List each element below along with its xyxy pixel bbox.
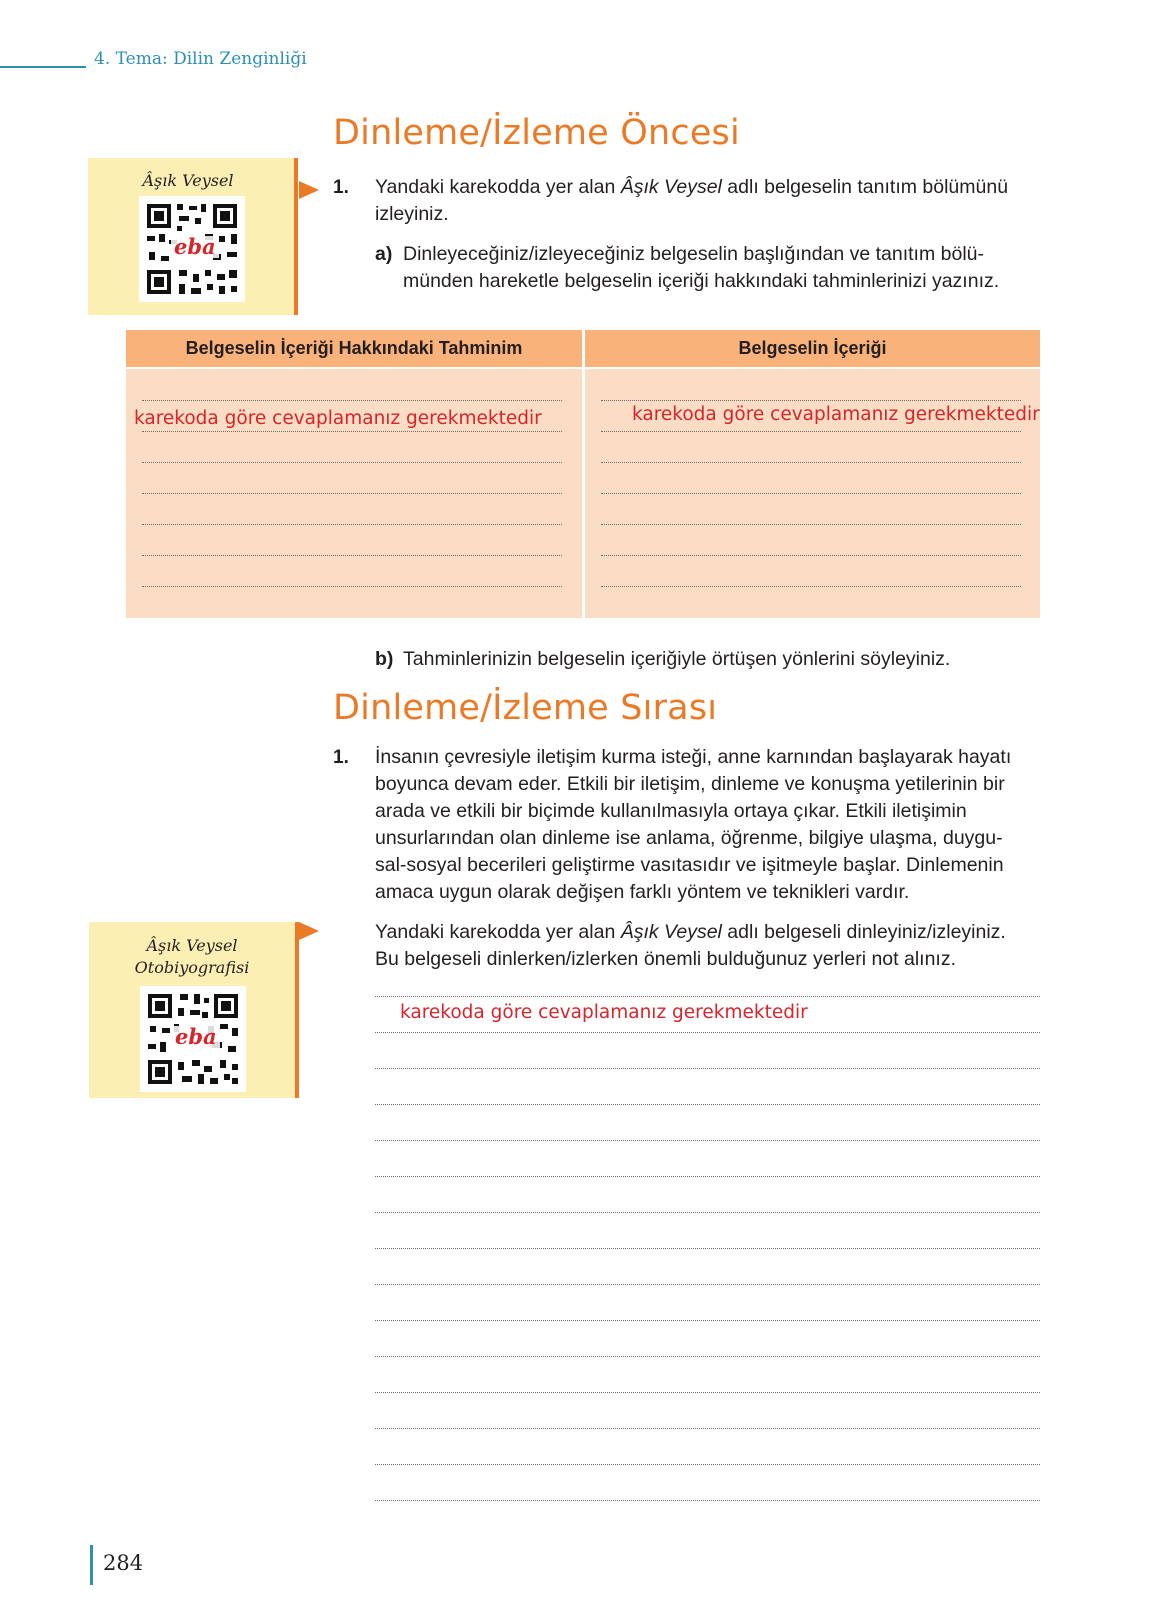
note-line[interactable] (375, 1428, 1040, 1429)
item-text-italic: Âşık Veysel (620, 176, 722, 198)
sub-a-line1: Dinleyeceğiniz/izleyeceğiniz belgeselin başlığından ve tanıtım bölü- (403, 243, 985, 265)
page-number: 284 (103, 1551, 144, 1575)
section-title-during: Dinleme/İzleme Sırası (333, 688, 718, 728)
writing-line[interactable] (142, 431, 562, 432)
header-rule (0, 66, 86, 68)
item-text-line1 (375, 174, 1008, 201)
qr-box-asik-veysel[interactable] (88, 158, 294, 315)
chapter-header: 4. Tema: Dilin Zenginliği (94, 49, 307, 69)
page-number-bar (90, 1545, 93, 1585)
paragraph-line: boyunca devam eder. Etkili bir iletişim, dinleme ve konuşma yetilerinin bir (375, 773, 1005, 795)
item-number: 1. (333, 747, 349, 768)
paragraph-line: sal-sosyal becerileri geliştirme vasıtasıdır ve işitmeyle başlar. Dinlemenin (375, 854, 1004, 876)
note-line[interactable] (375, 1392, 1040, 1393)
note-line[interactable] (375, 1464, 1040, 1465)
sub-a-label: a) (375, 243, 393, 265)
writing-line[interactable] (142, 586, 562, 587)
paragraph-line: unsurlarından olan dinleme ise anlama, öğrenme, bilgiye ulaşma, duygu- (375, 827, 1003, 849)
sub-b-label: b) (375, 648, 394, 670)
qr-caption-line2: Otobiyografisi (134, 958, 250, 977)
answer-note-right: karekoda göre cevaplamanız gerekmektedir (632, 404, 1040, 425)
qr-caption-line1: Âşık Veysel (146, 936, 238, 955)
note-line[interactable] (375, 1356, 1040, 1357)
note-line[interactable] (375, 1068, 1040, 1069)
eba-logo: eba (171, 236, 219, 258)
writing-line[interactable] (601, 493, 1021, 494)
writing-line[interactable] (601, 586, 1021, 587)
pointer-arrow-icon (299, 181, 319, 199)
qr-code-frame[interactable] (139, 196, 245, 302)
note-line[interactable] (375, 1032, 1040, 1033)
instruction-italic: Âşık Veysel (620, 921, 722, 943)
writing-line[interactable] (601, 524, 1021, 525)
writing-line[interactable] (142, 462, 562, 463)
qr-box-asik-veysel-otobiyografisi[interactable] (89, 922, 295, 1098)
answer-note: karekoda göre cevaplamanız gerekmektedir (400, 1002, 808, 1023)
eba-logo: eba (172, 1026, 220, 1048)
section-title-before: Dinleme/İzleme Öncesi (333, 113, 740, 153)
pointer-arrow-icon (299, 922, 319, 940)
writing-line[interactable] (142, 493, 562, 494)
paragraph-line: amaca uygun olarak değişen farklı yöntem ve teknikleri vardır. (375, 881, 910, 903)
qr-caption: Âşık Veysel (142, 171, 234, 190)
item-number: 1. (333, 177, 349, 198)
instruction-line2: Bu belgeseli dinlerken/izlerken önemli bulduğunuz yerleri not alınız. (375, 948, 957, 970)
note-line[interactable] (375, 1320, 1040, 1321)
note-line[interactable] (375, 1212, 1040, 1213)
table-header-content: Belgeselin İçeriği (585, 330, 1040, 367)
writing-line[interactable] (601, 555, 1021, 556)
note-line[interactable] (375, 1176, 1040, 1177)
instruction-post: adlı belgeseli dinleyiniz/izleyiniz. (721, 921, 1006, 943)
instruction-line1 (375, 919, 1006, 946)
note-line[interactable] (375, 1500, 1040, 1501)
note-line[interactable] (375, 1140, 1040, 1141)
writing-line[interactable] (142, 524, 562, 525)
prediction-table (126, 330, 1040, 618)
answer-note-left: karekoda göre cevaplamanız gerekmektedir (134, 408, 542, 429)
qr-code-frame[interactable] (140, 986, 246, 1092)
note-line[interactable] (375, 1248, 1040, 1249)
table-header-divider (126, 367, 1040, 369)
instruction-pre: Yandaki karekodda yer alan (375, 921, 621, 943)
paragraph-line: İnsanın çevresiyle iletişim kurma isteği, anne karnından başlayarak hayatı (375, 746, 1012, 768)
item-text-pre: Yandaki karekodda yer alan (375, 176, 621, 198)
note-line[interactable] (375, 1284, 1040, 1285)
writing-line[interactable] (601, 400, 1021, 401)
table-column-divider (582, 330, 585, 618)
note-line[interactable] (375, 996, 1040, 997)
item-text-post: adlı belgeselin tanıtım bölümünü (721, 176, 1009, 198)
note-line[interactable] (375, 1104, 1040, 1105)
paragraph-line: arada ve etkili bir biçimde kullanılmasıyla ortaya çıkar. Etkili iletişimin (375, 800, 967, 822)
sub-a-line2: münden hareketle belgeselin içeriği hakkındaki tahminlerinizi yazınız. (403, 270, 1000, 292)
table-header-prediction: Belgeselin İçeriği Hakkındaki Tahminim (126, 330, 582, 367)
qr-box-stripe (294, 158, 298, 315)
writing-line[interactable] (142, 555, 562, 556)
qr-box-stripe (295, 922, 299, 1098)
writing-line[interactable] (601, 462, 1021, 463)
sub-b-text: Tahminlerinizin belgeselin içeriğiyle örtüşen yönlerini söyleyiniz. (403, 648, 951, 670)
writing-line[interactable] (601, 431, 1021, 432)
writing-line[interactable] (142, 400, 562, 401)
item-text-line2: izleyiniz. (375, 203, 449, 225)
